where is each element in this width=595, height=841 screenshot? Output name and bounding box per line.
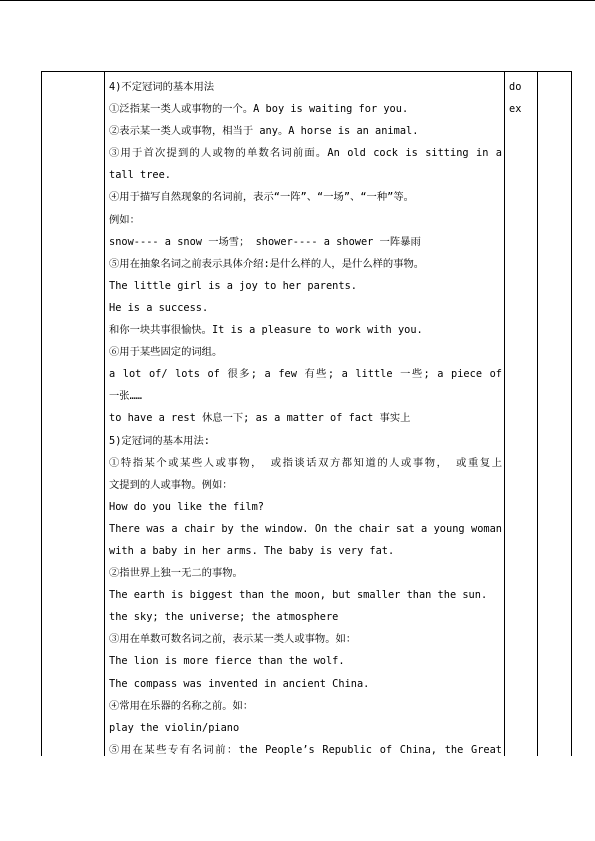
note-cell bbox=[509, 76, 533, 120]
text-line: ①泛指某一类人或事物的一个。A boy is waiting for you. bbox=[109, 103, 409, 116]
column-divider-3 bbox=[537, 71, 538, 756]
column-divider-1 bbox=[104, 71, 105, 756]
text-line: the sky; the universe; the atmosphere bbox=[109, 611, 339, 624]
text-line: The compass was invented in ancient China. bbox=[109, 677, 370, 690]
text-line: to have a rest 休息一下; as a matter of fact 事实上 bbox=[109, 412, 411, 425]
text-line: ⑥用于某些固定的词组。 bbox=[109, 346, 223, 359]
text-line: ④常用在乐器的名称之前。如： bbox=[109, 699, 254, 712]
column-divider-2 bbox=[504, 71, 505, 756]
text-line: How do you like the film? bbox=[109, 500, 264, 513]
note-line: ex bbox=[509, 103, 522, 116]
text-line: play the violin/piano bbox=[109, 721, 240, 734]
text-line: The lion is more fierce than the wolf. bbox=[109, 655, 345, 668]
text-line: 文提到的人或事物。例如： bbox=[109, 478, 233, 491]
text-line: 例如： bbox=[109, 213, 140, 226]
text-line: The little girl is a joy to her parents. bbox=[109, 279, 357, 292]
content-cell bbox=[109, 76, 502, 761]
text-line: The earth is biggest than the moon, but smaller than the sun. bbox=[109, 589, 488, 602]
text-line: a lot of/ lots of 很多; a few 有些; a little 一些; a piece of bbox=[109, 368, 502, 381]
text-line: 5)定冠词的基本用法: bbox=[109, 434, 210, 447]
text-line: 一张…… bbox=[109, 390, 142, 403]
text-line: ②表示某一类人或事物，相当于 any。A horse is an animal. bbox=[109, 125, 419, 138]
text-line: ⑤用在某些专有名词前：the People’s Republic of China, the Great bbox=[109, 743, 502, 756]
text-line: 和你一块共事很愉快。It is a pleasure to work with you. bbox=[109, 324, 423, 337]
text-line: ③用于首次提到的人或物的单数名词前面。An old cock is sitting in a bbox=[109, 147, 502, 160]
text-line: with a baby in her arms. The baby is very fat. bbox=[109, 544, 395, 557]
text-line: snow---- a snow 一场雪； shower---- a shower 一阵暴雨 bbox=[109, 235, 421, 248]
text-line: ②指世界上独一无二的事物。 bbox=[109, 567, 243, 580]
text-line: ⑤用在抽象名词之前表示具体介绍:是什么样的人，是什么样的事物。 bbox=[109, 257, 425, 270]
text-line: ④用于描写自然现象的名词前，表示“一阵”、“一场”、“一种”等。 bbox=[109, 191, 414, 204]
text-line: ①特指某个或某些人或事物， 或指谈话双方都知道的人或事物， 或重复上 bbox=[109, 456, 502, 469]
text-line: ③用在单数可数名词之前，表示某一类人或事物。如： bbox=[109, 633, 357, 646]
note-line: do bbox=[509, 81, 522, 93]
text-line: There was a chair by the window. On the chair sat a young woman bbox=[109, 522, 502, 535]
top-rule bbox=[0, 0, 595, 1]
text-line: tall tree. bbox=[109, 169, 171, 182]
text-line: He is a success. bbox=[109, 301, 209, 314]
text-line: 4)不定冠词的基本用法 bbox=[109, 81, 215, 93]
